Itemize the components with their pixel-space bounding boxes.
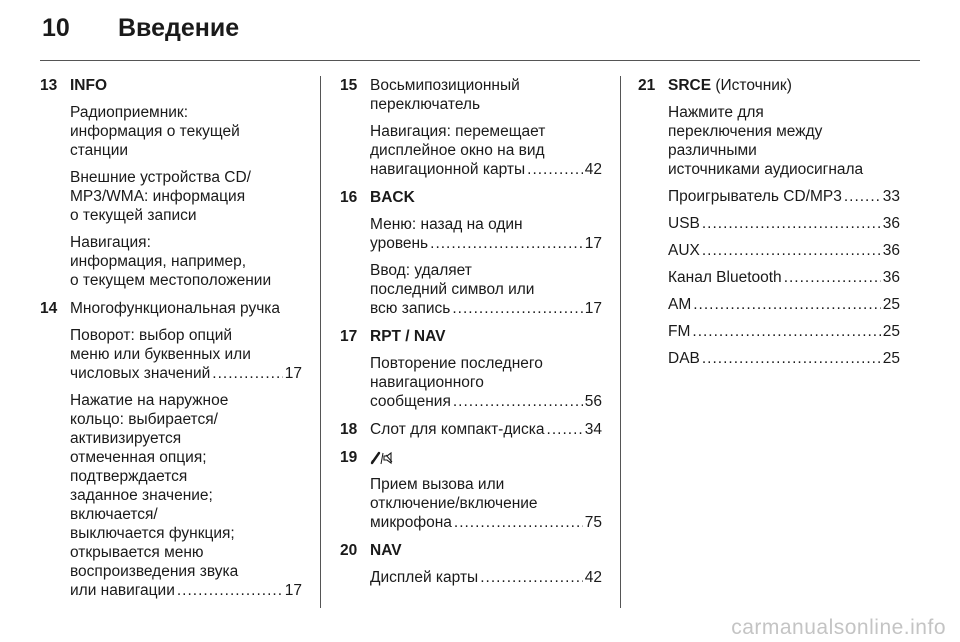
dot-leader	[453, 392, 583, 411]
column-divider	[620, 76, 621, 608]
index-entry-text: Канал Bluetooth	[668, 269, 782, 286]
text-line: информация, например,	[70, 253, 247, 270]
text-line: MP3/WMA: информация	[70, 188, 246, 205]
text-line: Навигация:	[70, 234, 151, 251]
dot-leader	[452, 299, 582, 318]
page-reference: 36	[882, 242, 900, 259]
dot-leader	[702, 214, 881, 233]
column-divider	[320, 76, 321, 608]
watermark: carmanualsonline.info	[731, 616, 946, 639]
control-name: BACK	[370, 189, 415, 206]
item-number: 20	[340, 542, 358, 559]
column-1	[40, 76, 302, 609]
text-line: последний символ или	[370, 281, 535, 298]
page-reference: 33	[882, 188, 900, 205]
index-entry	[370, 392, 602, 411]
item-body	[668, 76, 900, 368]
item-body	[370, 448, 602, 532]
item-number: 15	[340, 77, 358, 94]
item-heading: Многофункциональная ручка	[70, 300, 281, 317]
control-item	[340, 448, 602, 532]
paragraph	[70, 326, 302, 383]
text-line: заданное значение;	[70, 487, 213, 504]
paragraph	[370, 475, 602, 532]
dot-leader	[527, 160, 583, 179]
control-name: NAV	[370, 542, 402, 559]
dot-leader	[177, 581, 283, 600]
paragraph	[668, 322, 900, 341]
item-heading	[668, 76, 900, 95]
index-entry-text: DAB	[668, 350, 700, 367]
dot-leader	[454, 513, 583, 532]
dot-leader	[844, 187, 881, 206]
paragraph	[70, 233, 302, 290]
item-body	[70, 76, 302, 290]
item-heading	[370, 541, 602, 560]
paragraph	[70, 103, 302, 160]
paragraph	[370, 122, 602, 179]
text-line: выключается функция;	[70, 525, 235, 542]
control-item	[340, 541, 602, 587]
index-entry	[370, 513, 602, 532]
page-reference: 25	[882, 296, 900, 313]
index-entry-text: AM	[668, 296, 692, 313]
item-heading	[370, 327, 602, 346]
text-line: включается/	[70, 506, 158, 523]
index-entry	[668, 349, 900, 368]
paragraph	[668, 187, 900, 206]
text-line: Внешние устройства CD/	[70, 169, 251, 186]
control-item	[40, 76, 302, 290]
index-entry-text: навигационной карты	[370, 161, 526, 178]
index-entry-text: Слот для компакт-диска	[370, 421, 545, 438]
header-rule	[40, 60, 920, 61]
item-number: 18	[340, 421, 358, 438]
index-entry	[668, 268, 900, 287]
dot-leader	[784, 268, 881, 287]
index-entry	[668, 214, 900, 233]
item-body	[370, 188, 602, 318]
index-entry-text: всю запись	[370, 300, 451, 317]
text-line: Нажмите для	[668, 104, 764, 121]
dot-leader	[430, 234, 583, 253]
text-line: Прием вызова или	[370, 476, 505, 493]
text-line: меню или буквенных или	[70, 346, 251, 363]
index-entry	[70, 581, 302, 600]
text-line: открывается меню	[70, 544, 204, 561]
page-reference: 25	[882, 323, 900, 340]
page-title: Введение	[118, 14, 240, 42]
text-line: источниками аудиосигнала	[668, 161, 864, 178]
text-line: переключатель	[370, 96, 481, 113]
paragraph	[668, 268, 900, 287]
index-entry-text: Дисплей карты	[370, 569, 479, 586]
control-name: SRCE	[668, 77, 712, 94]
item-number: 17	[340, 328, 358, 345]
control-item	[638, 76, 900, 368]
dot-leader	[693, 295, 881, 314]
index-entry	[370, 160, 602, 179]
dot-leader	[547, 420, 583, 439]
text-line: информация о текущей	[70, 123, 240, 140]
page-reference: 17	[584, 300, 602, 317]
paragraph	[370, 215, 602, 253]
text-line: переключения между	[668, 123, 823, 140]
text-line: воспроизведения звука	[70, 563, 239, 580]
control-item	[40, 299, 302, 600]
index-entry-text: Проигрыватель CD/MP3	[668, 188, 842, 205]
page-header	[0, 0, 960, 62]
page-reference: 42	[584, 569, 602, 586]
index-entry-text: сообщения	[370, 393, 451, 410]
dot-leader	[702, 241, 881, 260]
phone-mute-icon	[370, 450, 396, 466]
control-item	[340, 420, 602, 439]
dot-leader	[692, 322, 880, 341]
index-entry	[370, 568, 602, 587]
text-line: Нажатие на наружное	[70, 392, 229, 409]
control-item	[340, 76, 602, 179]
index-entry-text: AUX	[668, 242, 700, 259]
index-entry-text: числовых значений	[70, 365, 211, 382]
text-line: Радиоприемник:	[70, 104, 189, 121]
page-reference: 25	[882, 350, 900, 367]
item-body	[370, 541, 602, 587]
text-line: Поворот: выбор опций	[70, 327, 233, 344]
page-reference: 17	[284, 582, 302, 599]
item-heading	[70, 76, 302, 95]
index-entry-text: USB	[668, 215, 700, 232]
control-name: RPT / NAV	[370, 328, 446, 345]
index-entry-text: уровень	[370, 235, 429, 252]
text-line: станции	[70, 142, 129, 159]
index-entry-text: микрофона	[370, 514, 452, 531]
page-reference: 75	[584, 514, 602, 531]
text-line: Навигация: перемещает	[370, 123, 546, 140]
control-name-note: (Источник)	[711, 77, 792, 94]
index-entry-text: или навигации	[70, 582, 175, 599]
column-2	[340, 76, 602, 596]
text-line: отмеченная опция;	[70, 449, 207, 466]
control-item	[340, 188, 602, 318]
paragraph	[70, 391, 302, 600]
dot-leader	[212, 364, 282, 383]
text-line: активизируется	[70, 430, 182, 447]
page-reference: 34	[584, 421, 602, 438]
item-number: 13	[40, 77, 58, 94]
page-reference: 56	[584, 393, 602, 410]
item-number: 14	[40, 300, 58, 317]
item-body	[370, 420, 602, 439]
item-number: 19	[340, 449, 358, 466]
text-line: отключение/включение	[370, 495, 538, 512]
index-entry	[668, 241, 900, 260]
page-reference: 36	[882, 269, 900, 286]
text-line: навигационного	[370, 374, 484, 391]
item-body	[70, 299, 302, 600]
page-reference: 17	[284, 365, 302, 382]
text-line: подтверждается	[70, 468, 188, 485]
index-entry	[668, 187, 900, 206]
page-number: 10	[42, 14, 70, 42]
index-entry	[370, 420, 602, 439]
item-body	[370, 327, 602, 411]
text-line: о текущем местоположении	[70, 272, 272, 289]
item-heading: Восьмипозиционный	[370, 77, 520, 94]
paragraph	[370, 568, 602, 587]
control-item	[340, 327, 602, 411]
text-line: дисплейное окно на вид	[370, 142, 545, 159]
item-body	[370, 76, 602, 179]
item-number: 16	[340, 189, 358, 206]
text-line: кольцо: выбирается/	[70, 411, 218, 428]
dot-leader	[702, 349, 881, 368]
paragraph	[668, 349, 900, 368]
paragraph	[370, 354, 602, 411]
paragraph	[70, 168, 302, 225]
index-entry	[668, 322, 900, 341]
index-entry	[370, 234, 602, 253]
page-reference: 17	[584, 235, 602, 252]
paragraph	[370, 261, 602, 318]
paragraph	[668, 295, 900, 314]
text-line: Меню: назад на один	[370, 216, 523, 233]
column-3	[638, 76, 900, 377]
text-line: о текущей записи	[70, 207, 197, 224]
paragraph	[668, 103, 900, 179]
index-entry	[668, 295, 900, 314]
item-number: 21	[638, 77, 656, 94]
index-entry	[370, 299, 602, 318]
text-line: Ввод: удаляет	[370, 262, 472, 279]
text-line: Повторение последнего	[370, 355, 543, 372]
paragraph	[668, 214, 900, 233]
index-entry-text: FM	[668, 323, 691, 340]
dot-leader	[480, 568, 583, 587]
index-entry	[70, 364, 302, 383]
control-name: INFO	[70, 77, 108, 94]
text-line: различными	[668, 142, 757, 159]
page-reference: 36	[882, 215, 900, 232]
paragraph	[668, 241, 900, 260]
item-heading	[370, 188, 602, 207]
page-reference: 42	[584, 161, 602, 178]
item-heading	[370, 448, 602, 467]
